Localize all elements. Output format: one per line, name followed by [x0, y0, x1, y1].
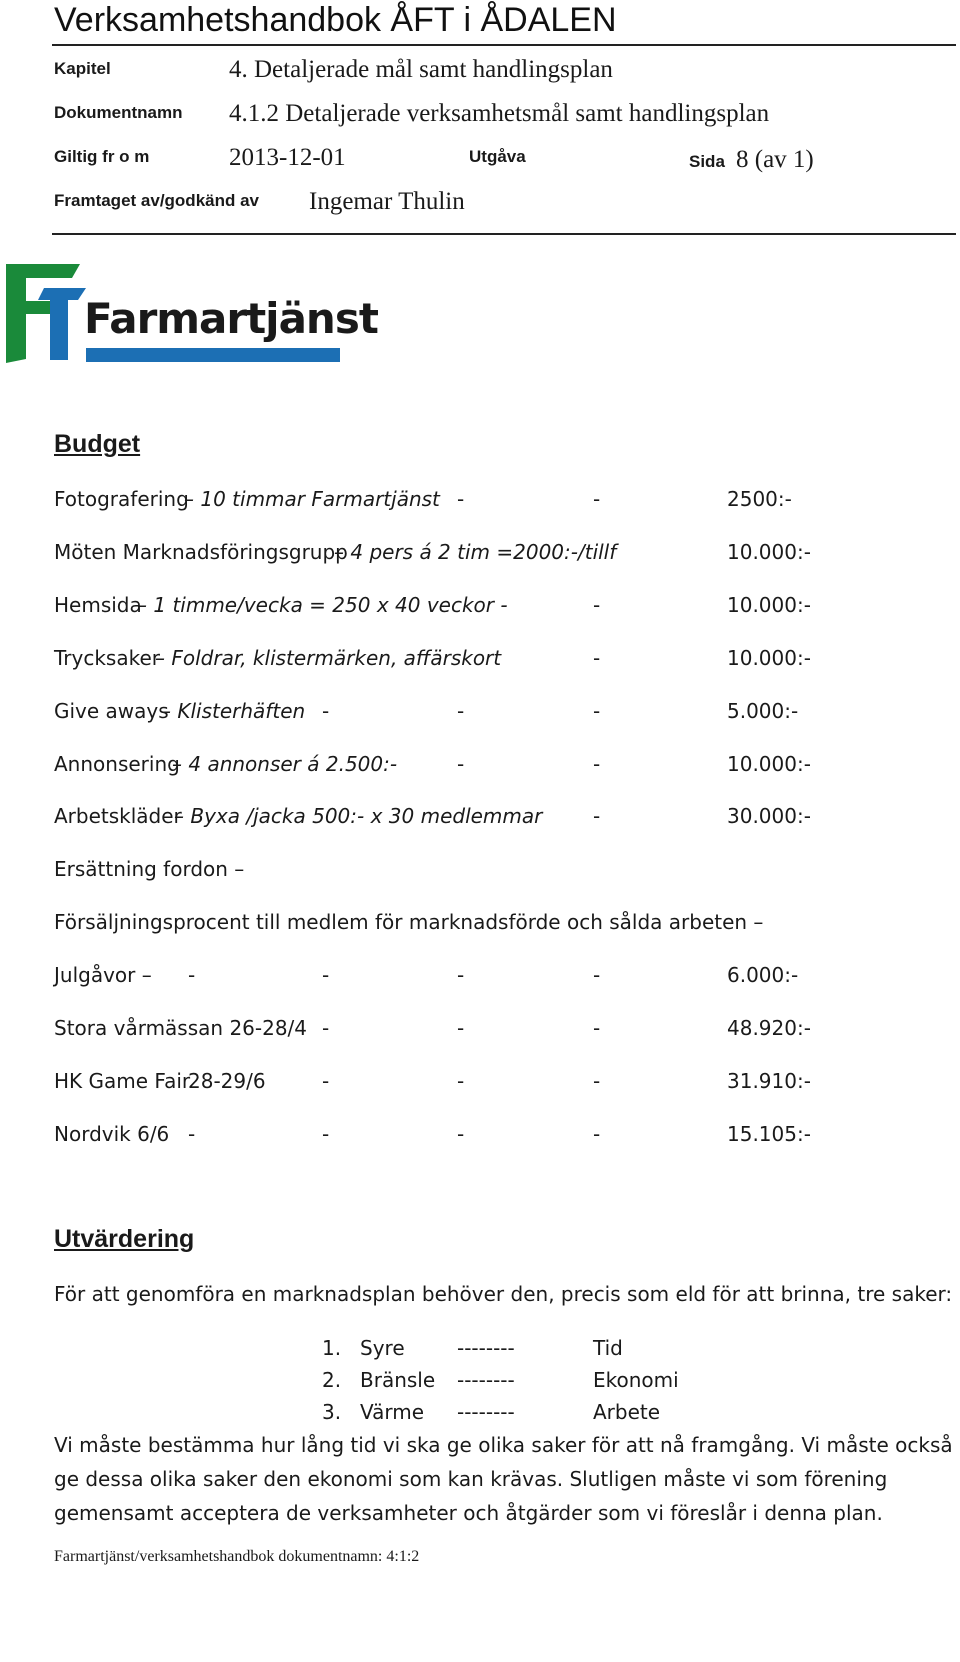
sales-row-dash: - — [322, 1122, 330, 1146]
list-number: 1. — [322, 1336, 342, 1360]
logo-wordmark: Farmartjänst — [84, 294, 378, 343]
budget-row-amount: 30.000:- — [727, 804, 811, 828]
budget-row-dash: - — [593, 699, 601, 723]
budget-row-label: Möten Marknadsföringsgrupp — [54, 540, 348, 564]
budget-row-detail: – Klisterhäften — [161, 699, 306, 723]
budget-row-label: Hemsida — [54, 593, 142, 617]
sales-row-dash: - — [322, 963, 330, 987]
sales-row-amount: 15.105:- — [727, 1122, 811, 1146]
budget-row-detail: – Foldrar, klistermärken, affärskort — [155, 646, 502, 670]
giltig-value: 2013-12-01 — [229, 144, 346, 171]
list-meaning: Arbete — [593, 1400, 661, 1424]
budget-row-dash: - — [322, 699, 330, 723]
budget-row-label: Annonsering — [54, 752, 180, 776]
list-term: Värme — [360, 1400, 425, 1424]
sales-row-dash: - — [188, 963, 196, 987]
sales-row-amount: 48.920:- — [727, 1016, 811, 1040]
framtaget-label: Framtaget av/godkänd av — [54, 191, 260, 210]
list-dash: -------- — [457, 1400, 515, 1424]
budget-row-dash: - — [593, 593, 601, 617]
budget-row-label: Trycksaker — [54, 646, 160, 670]
header-top-rule — [52, 44, 956, 46]
sales-row-name: Julgåvor – — [54, 963, 152, 987]
giltig-label: Giltig fr o m — [54, 147, 150, 166]
budget-row-dash: - — [457, 752, 465, 776]
sales-row-dash: - — [457, 1069, 465, 1093]
ersattning-fordon: Ersättning fordon – — [54, 857, 245, 881]
budget-row-amount: 10.000:- — [727, 540, 811, 564]
budget-row-detail: – 4 pers á 2 tim =2000:-/tillf — [334, 540, 617, 564]
budget-row-label: Give aways — [54, 699, 169, 723]
sida-value: 8 (av 1) — [736, 146, 814, 173]
budget-row-label: Arbetskläder — [54, 804, 182, 828]
sales-row-dash: - — [593, 1016, 601, 1040]
sales-row-dash: - — [593, 1069, 601, 1093]
budget-row-detail: – 10 timmar Farmartjänst — [184, 487, 440, 511]
sales-row-amount: 6.000:- — [727, 963, 799, 987]
list-dash: -------- — [457, 1336, 515, 1360]
list-meaning: Tid — [593, 1336, 623, 1360]
utgava-label: Utgåva — [469, 147, 526, 166]
utvardering-intro: För att genomföra en marknadsplan behöver den, precis som eld för att brinna, tre saker: — [54, 1282, 953, 1306]
logo-blue-shape — [38, 288, 86, 360]
kapitel-value: 4. Detaljerade mål samt handlingsplan — [229, 56, 613, 83]
sales-row-name: Nordvik 6/6 — [54, 1122, 170, 1146]
framtaget-value: Ingemar Thulin — [309, 188, 465, 215]
forsaljningsprocent: Försäljningsprocent till medlem för marknadsförde och sålda arbeten – — [54, 910, 764, 934]
budget-row-detail: – 4 annonser á 2.500:- — [172, 752, 398, 776]
budget-row-detail: – Byxa /jacka 500:- x 30 medlemmar — [174, 804, 543, 828]
budget-row-amount: 2500:- — [727, 487, 792, 511]
list-number: 2. — [322, 1368, 342, 1392]
budget-row-amount: 10.000:- — [727, 752, 811, 776]
budget-heading: Budget — [54, 430, 141, 458]
sales-row-dash: - — [457, 1122, 465, 1146]
list-number: 3. — [322, 1400, 342, 1424]
farmartjanst-logo — [6, 264, 378, 366]
list-term: Syre — [360, 1336, 405, 1360]
sales-row-date: 28-29/6 — [188, 1069, 266, 1093]
page-footer: Farmartjänst/verksamhetshandbok dokumentnamn: 4:1:2 — [54, 1548, 420, 1565]
sales-row-dash: - — [457, 963, 465, 987]
budget-row-detail: – 1 timme/vecka = 250 x 40 veckor - — [137, 593, 508, 617]
budget-row-label: Fotografering — [54, 487, 189, 511]
logo-blue-bar — [86, 348, 340, 362]
budget-row-dash: - — [593, 804, 601, 828]
logo-green-shape — [6, 264, 80, 363]
budget-row-amount: 5.000:- — [727, 699, 799, 723]
list-term: Bränsle — [360, 1368, 436, 1392]
sales-row-dash: - — [322, 1069, 330, 1093]
sales-row-name: Stora vårmässan 26-28/4 — [54, 1016, 308, 1040]
utvardering-paragraph: Vi måste bestämma hur lång tid vi ska ge olika saker för att nå framgång. Vi måste också ge dessa olika saker den ekonomi som kan krävas. Slutligen måste vi som förening gemensamt acceptera de verksamheter och åtgärder som vi föreslår i denna plan. — [54, 1433, 953, 1525]
budget-row-dash: - — [457, 487, 465, 511]
sales-row-dash: - — [593, 963, 601, 987]
sales-row-dash: - — [593, 1122, 601, 1146]
list-meaning: Ekonomi — [593, 1368, 679, 1392]
sales-row-dash: - — [457, 1016, 465, 1040]
dokumentnamn-label: Dokumentnamn — [54, 103, 183, 122]
budget-row-amount: 10.000:- — [727, 593, 811, 617]
dokumentnamn-value: 4.1.2 Detaljerade verksamhetsmål samt handlingsplan — [229, 100, 770, 127]
budget-row-dash: - — [593, 646, 601, 670]
sales-row-name: HK Game Fair — [54, 1069, 191, 1093]
utvardering-heading: Utvärdering — [54, 1225, 195, 1253]
list-dash: -------- — [457, 1368, 515, 1392]
budget-row-dash: - — [593, 487, 601, 511]
header-bottom-rule — [52, 233, 956, 235]
budget-row-amount: 10.000:- — [727, 646, 811, 670]
document-title: Verksamhetshandbok ÅFT i ÅDALEN — [54, 1, 617, 39]
kapitel-label: Kapitel — [54, 59, 111, 78]
sales-row-amount: 31.910:- — [727, 1069, 811, 1093]
sales-row-dash: - — [322, 1016, 330, 1040]
budget-row-dash: - — [457, 699, 465, 723]
sida-label: Sida — [689, 152, 725, 171]
budget-row-dash: - — [593, 752, 601, 776]
sales-row-dash: - — [188, 1122, 196, 1146]
